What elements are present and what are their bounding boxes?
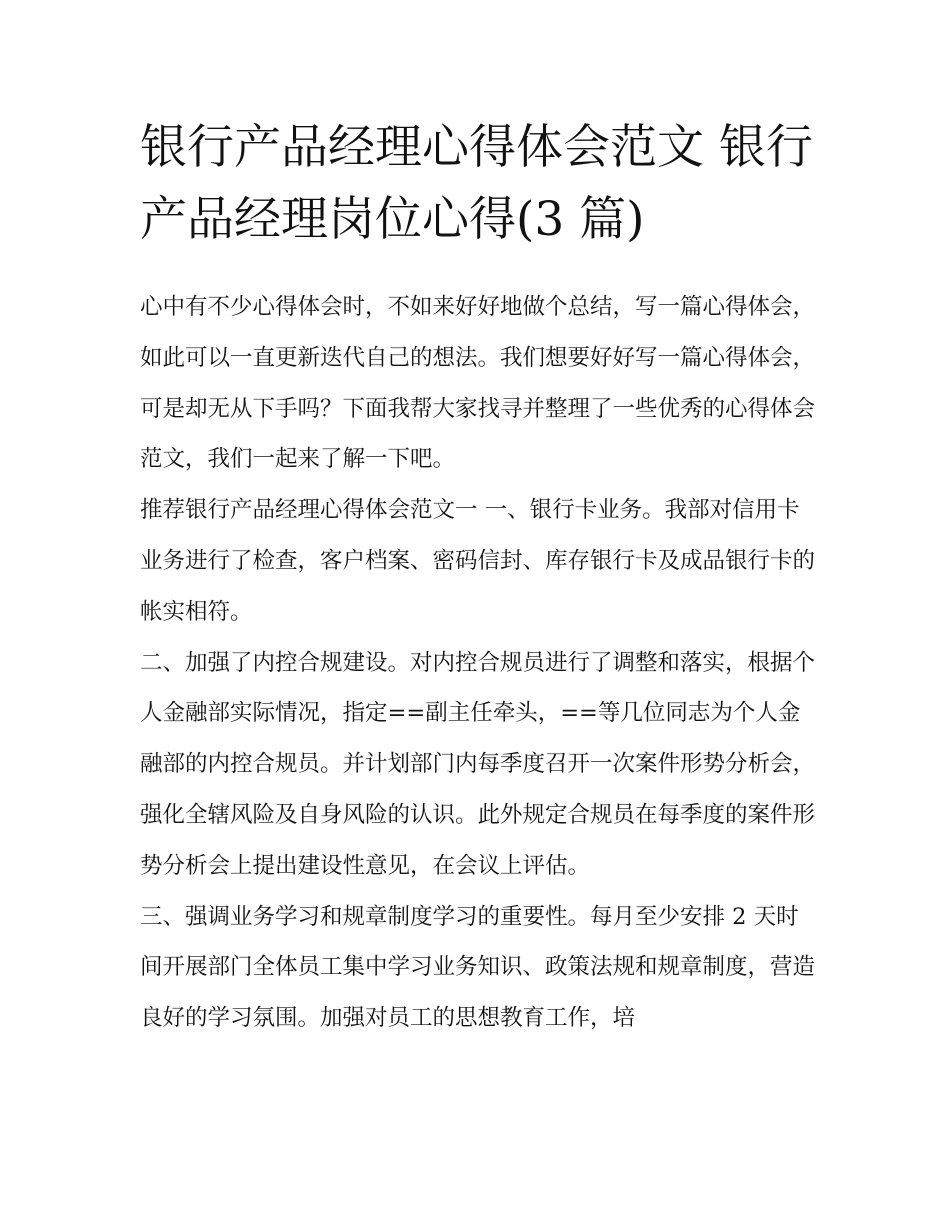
document-title: 银行产品经理心得体会范文 银行产品经理岗位心得(3 篇) xyxy=(140,120,813,247)
paragraph-bank-card: 推荐银行产品经理心得体会范文一 一、银行卡业务。我部对信用卡业务进行了检查，客户档案、密码信封、库存银行卡及成品银行卡的帐实相符。 xyxy=(140,497,816,625)
document-body xyxy=(140,112,815,1044)
paragraph-intro: 心中有不少心得体会时，不如来好好地做个总结，写一篇心得体会，如此可以一直更新迭代自己的想法。我们想要好好写一篇心得体会，可是却无从下手吗？下面我帮大家找寻并整理了一些优秀的心得体会范文，我们一起来了解一下吧。 xyxy=(140,294,816,473)
paragraph-study: 三、强调业务学习和规章制度学习的重要性。每月至少安排 2 天时间开展部门全体员工集中学习业务知识、政策法规和规章制度，营造良好的学习氛围。加强对员工的思想教育工作，培 xyxy=(140,903,816,1032)
paragraph-internal-control: 二、加强了内控合规建设。对内控合规员进行了调整和落实，根据个人金融部实际情况，指定==副主任牵头，==等几位同志为个人金融部的内控合规员。并计划部门内每季度召开一次案件形势分析会，强化全辖风险及自身风险的认识。此外规定合规员在每季度的案件形势分析会上提出建设性意见，在会议上评估。 xyxy=(140,649,816,879)
